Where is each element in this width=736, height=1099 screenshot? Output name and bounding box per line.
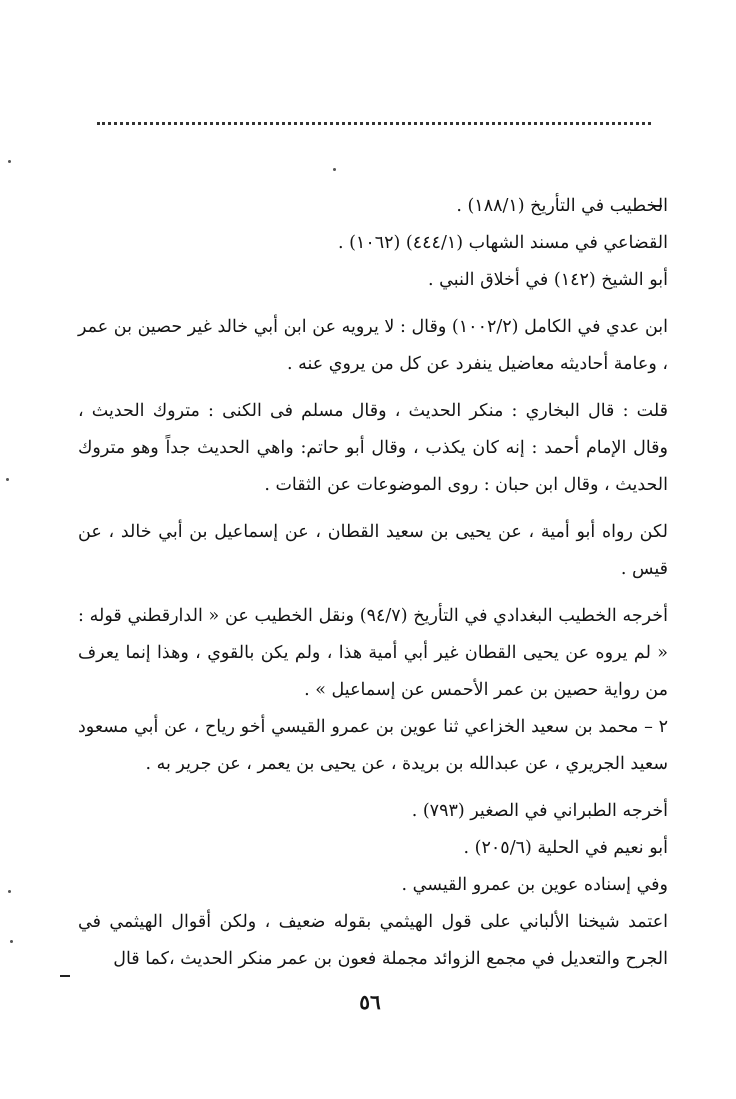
paragraph: وفي إسناده عوين بن عمرو القيسي . [401,875,668,895]
paragraph-marker [60,975,70,977]
paragraph: أخرجه الطبراني في الصغير (٧٩٣) . [411,801,668,821]
scan-speck [10,940,13,943]
paragraph: ٢ – محمد بن سعيد الخزاعي ثنا عوين بن عمرو القيسي أخو رياح ، عن أبي مسعود سعيد الجريري ، عن عبدالله بن بريدة ، عن يحيى بن يعمر ، عن جرير به . [78,717,668,774]
paragraph: الخطيب في التأريخ (١٨٨/١) . [456,196,668,216]
page-number: ٥٦ [359,990,381,1014]
paragraph: اعتمد شيخنا الألباني على قول الهيثمي بقوله ضعيف ، ولكن أقوال الهيثمي في الجرح والتعديل في مجمع الزوائد مجملة فعون بن عمر منكر الحديث ،كما قال [78,912,668,969]
paragraph: أبو نعيم في الحلية (٢٠٥/٦) . [463,838,668,858]
text-column [78,188,668,978]
paragraph: القضاعي في مسند الشهاب (٤٤٤/١) (١٠٦٢) . [337,233,668,253]
paragraph: قلت : قال البخاري : منكر الحديث ، وقال مسلم فى الكنى : متروك الحديث ، وقال الإمام أحمد : إنه كان يكذب ، وقال أبو حاتم: واهي الحديث جداً وهو متروك الحديث ، وقال ابن حبان : روى الموضوعات عن الثقات . [78,401,668,495]
paragraph: لكن رواه أبو أمية ، عن يحيى بن سعيد القطان ، عن إسماعيل بن أبي خالد ، عن قيس . [78,522,668,579]
scan-speck [333,168,336,171]
scan-speck [6,478,9,481]
scan-speck [8,890,11,893]
scan-speck [8,160,11,163]
paragraph: أخرجه الخطيب البغدادي في التأريخ (٩٤/٧) ونقل الخطيب عن « الدارقطني قوله : « لم يروه عن يحيى القطان غير أبي أمية هذا ، ولم يكن بالقوي ، وهذا إنما يعرف من رواية حصين بن عمر الأحمس عن إسماعيل » . [78,606,668,700]
dotted-separator [97,122,651,125]
paragraph: أبو الشيخ (١٤٢) في أخلاق النبي . [428,270,668,290]
paragraph: ابن عدي في الكامل (١٠٠٢/٢) وقال : لا يرويه عن ابن أبي خالد غير حصين بن عمر ، وعامة أحاديثه معاضيل ينفرد عن كل من يروي عنه . [78,317,669,374]
